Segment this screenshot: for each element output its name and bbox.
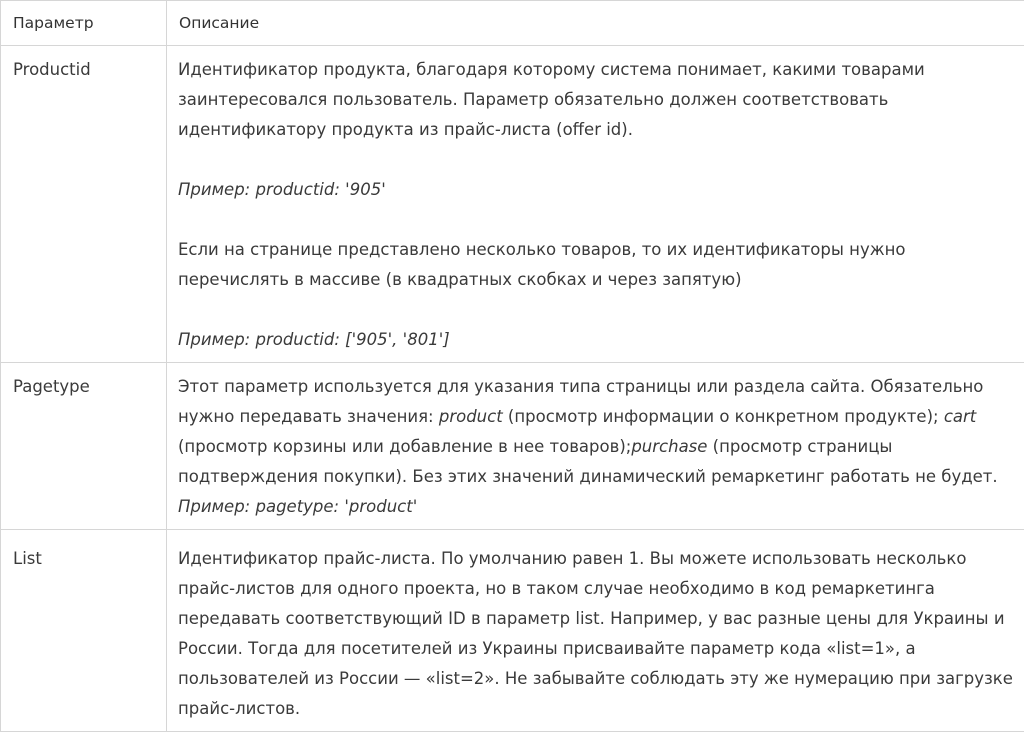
param-description — [167, 46, 1024, 363]
param-description — [167, 363, 1024, 530]
param-name: List — [1, 530, 167, 732]
example-text: Пример: productid: '905' — [178, 175, 1014, 205]
text-segment: (просмотр корзины или добавление в нее товаров); — [178, 437, 631, 456]
example-text: Пример: pagetype: 'product' — [178, 492, 1014, 522]
description-paragraph: Идентификатор прайс-листа. По умолчанию равен 1. Вы можете использовать несколько прайс-листов для одного проекта, но в таком случае необходимо в код ремаркетинга передавать соответствующий ID в параметр list. Например, у вас разные цены для Украины и России. Тогда для посетителей из Украины присваивайте параметр кода «list=1», а пользователей из России — «list=2». Не забывайте соблюдать эту же нумерацию при загрузке прайс-листов. — [178, 544, 1014, 724]
table-header-row — [1, 1, 1024, 46]
text-segment: (просмотр страницы подтверждения покупки). Без этих значений динамический ремаркетинг работать не будет. — [178, 437, 998, 486]
description-paragraph: Если на странице представлено несколько товаров, то их идентификаторы нужно перечислять в массиве (в квадратных скобках и через запятую) — [178, 235, 1014, 295]
value-cart: cart — [944, 407, 976, 426]
description-paragraph: Идентификатор продукта, благодаря которому система понимает, какими товарами заинтересовался пользователь. Параметр обязательно должен соответствовать идентификатору продукта из прайс-листа (offer id). — [178, 55, 1014, 145]
table-row-pagetype — [1, 363, 1024, 530]
text-segment: Этот параметр используется для указания типа страницы или раздела сайта. Обязательно нужно передавать значения: — [178, 377, 983, 426]
value-purchase: purchase — [631, 437, 707, 456]
param-name: Productid — [1, 46, 167, 363]
table-row-productid — [1, 46, 1024, 363]
description-paragraph — [178, 372, 1014, 492]
table-row-list — [1, 530, 1024, 732]
param-description — [167, 530, 1024, 732]
param-name: Pagetype — [1, 363, 167, 530]
header-param: Параметр — [1, 1, 167, 46]
header-description: Описание — [167, 1, 1024, 46]
text-segment: (просмотр информации о конкретном продукте); — [503, 407, 944, 426]
value-product: product — [439, 407, 503, 426]
example-text: Пример: productid: ['905', '801'] — [178, 325, 1014, 355]
